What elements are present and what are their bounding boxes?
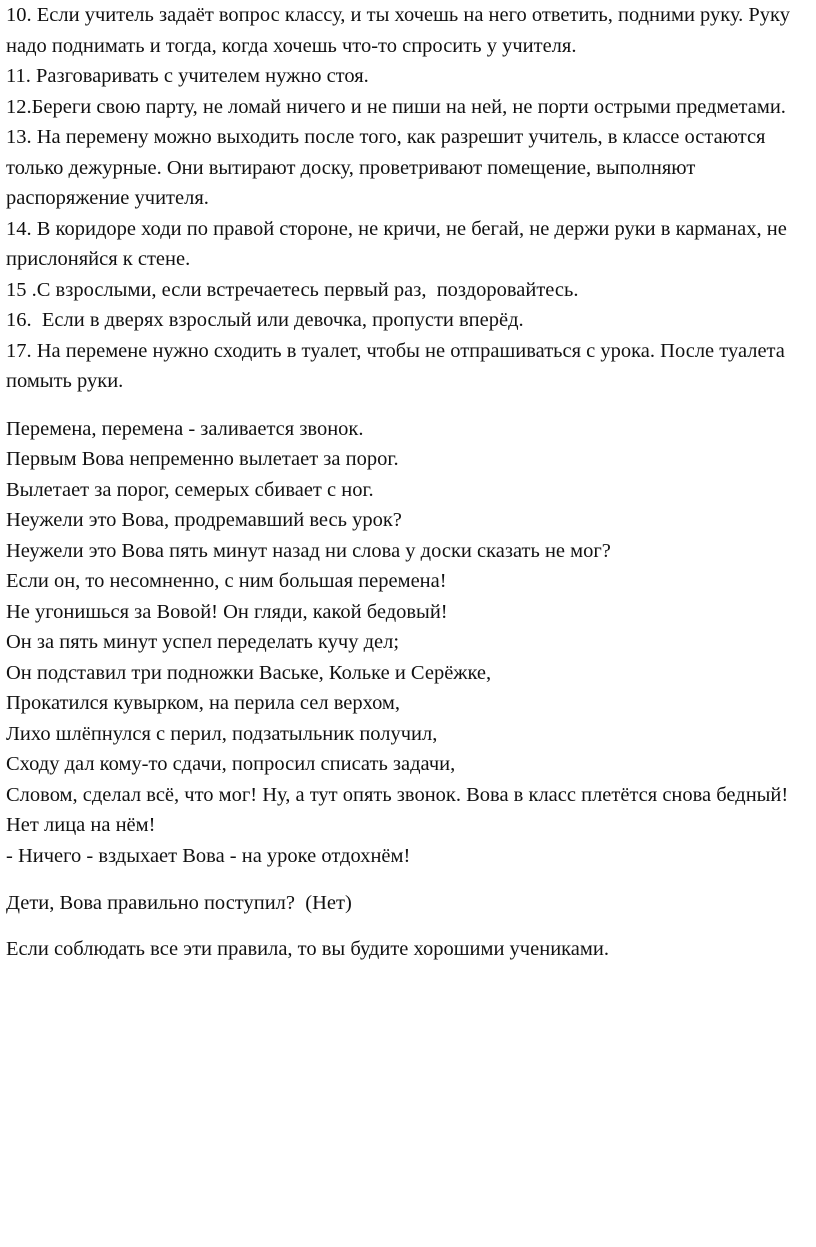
poem [6,414,812,872]
rules-list [6,0,812,397]
rule-item: 12.Береги свою парту, не ломай ничего и не пиши на ней, не порти острыми предметами. [6,95,786,118]
poem-line: Сходу дал кому-то сдачи, попросил списать задачи, [6,753,456,775]
poem-line: Не угонишься за Вовой! Он гляди, какой бедовый! [6,600,448,623]
question-text: Дети, Вова правильно поступил? (Нет) [6,892,352,914]
poem-line: Вылетает за порог, семерых сбивает с ног. [6,478,374,501]
document-page [6,0,812,964]
rule-item: 14. В коридоре ходи по правой стороне, не кричи, не бегай, не держи руки в карманах, не прислоняйся к стене. [6,217,792,270]
poem-line: Лихо шлёпнулся с перил, подзатыльник получил, [6,722,438,745]
poem-line: Прокатился кувырком, на перила сел верхом, [6,692,401,714]
rule-item: 11. Разговаривать с учителем нужно стоя. [6,65,369,87]
poem-line: - Ничего - вздыхает Вова - на уроке отдохнём! [6,844,411,867]
rule-item: 15 .С взрослыми, если встречаетесь первый раз, поздоровайтесь. [6,278,579,301]
rule-item: 13. На перемену можно выходить после того, как разрешит учитель, в классе остаются только дежурные. Они вытирают доску, проветривают помещение, выполняют распоряжение учителя. [6,126,771,209]
poem-line: Если он, то несомненно, с ним большая перемена! [6,570,447,592]
poem-line: Неужели это Вова, продремавший весь урок? [6,509,402,531]
poem-line: Он за пять минут успел переделать кучу дел; [6,631,400,653]
poem-line: Неужели это Вова пять минут назад ни слова у доски сказать не мог? [6,539,611,562]
poem-line: Перемена, перемена - заливается звонок. [6,417,364,440]
poem-line: Словом, сделал всё, что мог! Ну, а тут опять звонок. Вова в класс плетётся снова бедный! Нет лица на нём! [6,783,794,836]
rule-item: 17. На перемене нужно сходить в туалет, чтобы не отпрашиваться с урока. После туалета помыть руки. [6,339,790,392]
conclusion-block [6,934,812,965]
rule-item: 16. Если в дверях взрослый или девочка, пропусти вперёд. [6,309,524,331]
poem-line: Он подставил три подножки Ваське, Кольке и Серёжке, [6,661,492,684]
question-block [6,888,812,919]
rule-item: 10. Если учитель задаёт вопрос классу, и ты хочешь на него ответить, подними руку. Руку надо поднимать и тогда, когда хочешь что-то спросить у учителя. [6,4,796,57]
conclusion-text: Если соблюдать все эти правила, то вы будите хорошими учениками. [6,937,609,960]
poem-line: Первым Вова непременно вылетает за порог. [6,448,399,470]
